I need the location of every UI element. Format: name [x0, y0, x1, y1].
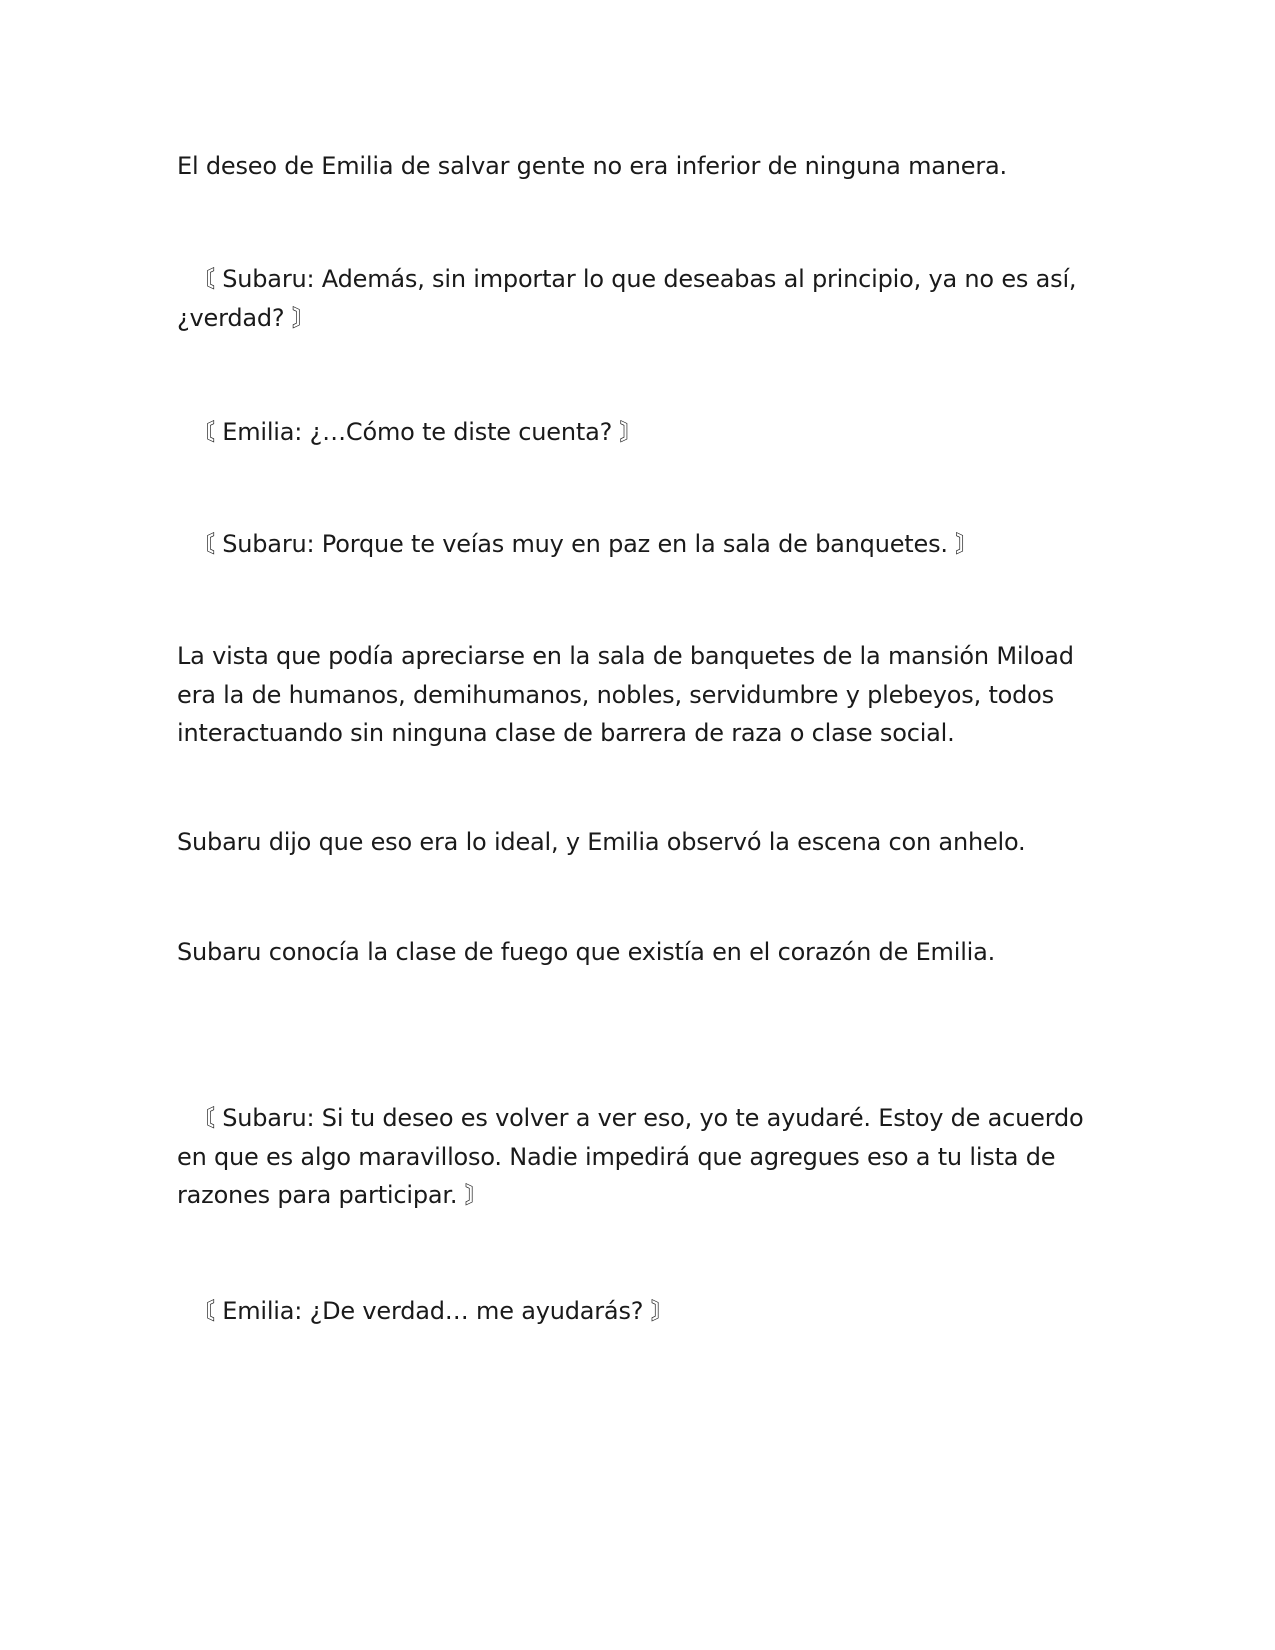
dialogue-emilia: 〘 Emilia: ¿De verdad… me ayudarás? 〙: [191, 1297, 675, 1325]
dialogue-subaru: 〘 Subaru: Además, sin importar lo que deseabas al principio, ya no es así, ¿verdad? 〙: [177, 265, 1077, 332]
narration-paragraph: El deseo de Emilia de salvar gente no era inferior de ninguna manera.: [177, 152, 1007, 180]
narration-paragraph: La vista que podía apreciarse en la sala de banquetes de la mansión Miload era la de humanos, demihumanos, nobles, servidumbre y plebeyos, todos interactuando sin ninguna clase de barrera de raza o clase social.: [177, 642, 1074, 747]
narration-paragraph: Subaru dijo que eso era lo ideal, y Emilia observó la escena con anhelo.: [177, 828, 1026, 856]
dialogue-emilia: 〘 Emilia: ¿…Cómo te diste cuenta? 〙: [191, 418, 644, 446]
dialogue-subaru: 〘 Subaru: Porque te veías muy en paz en la sala de banquetes. 〙: [191, 530, 980, 558]
narration-paragraph: Subaru conocía la clase de fuego que existía en el corazón de Emilia.: [177, 938, 996, 966]
dialogue-subaru: 〘 Subaru: Si tu deseo es volver a ver eso, yo te ayudaré. Estoy de acuerdo en que es algo maravilloso. Nadie impedirá que agregues eso a tu lista de razones para participar. 〙: [177, 1104, 1084, 1209]
